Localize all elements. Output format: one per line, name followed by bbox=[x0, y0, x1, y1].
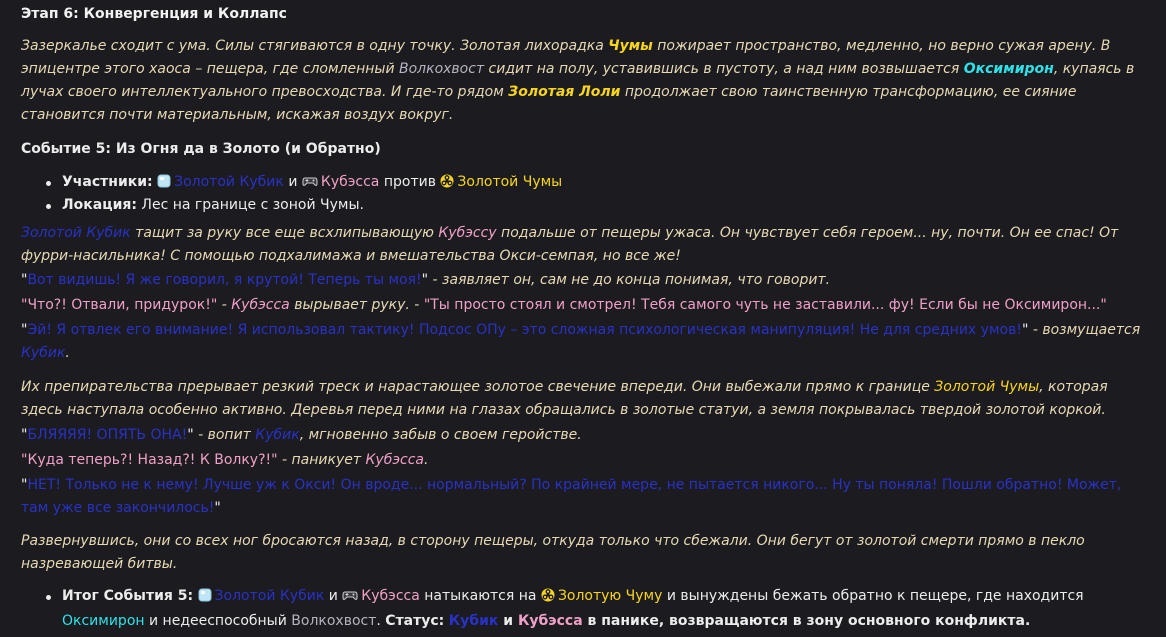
name-kubessa: Кубэсса bbox=[365, 452, 424, 468]
name-kubessa: Кубэсса bbox=[231, 297, 290, 313]
location-item bbox=[62, 194, 1142, 217]
paragraph-3: Развернувшись, они со всех ног бросаются назад, в сторону пещеры, откуда только что сбежали. Они бегут от золотой смерти прямо в пекло назревающей битвы. bbox=[21, 533, 1085, 572]
name-kubik: Кубик bbox=[21, 345, 66, 361]
name-volkohvost: Волкохвост bbox=[291, 613, 377, 629]
kubik-speech: Эй! Я отвлек его внимание! Я использовал тактику! Подсос ОПу – это сложная психологическая манипуляция! Не для средних умов! bbox=[27, 322, 1022, 338]
intro-text: Зазеркалье сходит с ума. Силы стягиваются в одну точку. Золотая лихорадка bbox=[21, 38, 609, 54]
name-kubik: Кубик bbox=[255, 427, 300, 443]
quote-mark: " bbox=[21, 322, 28, 338]
intro-text: сидит на полу, уставившись в пустоту, а над ним возвышается bbox=[484, 61, 964, 77]
conjunction: и bbox=[324, 588, 343, 604]
gamepad-icon bbox=[302, 173, 318, 196]
name-golden-plague: Золотую Чуму bbox=[557, 588, 663, 604]
bullet bbox=[46, 204, 51, 209]
name-kubik: Кубик bbox=[448, 613, 499, 629]
narration-text: вырывает руку. - bbox=[289, 297, 424, 313]
dialogue-line-3 bbox=[21, 319, 1146, 365]
narration-text: - возмущается bbox=[1028, 322, 1141, 338]
dialogue-line-5 bbox=[21, 449, 1146, 472]
result-text: и вынуждены бежать обратно к пещере, где находится bbox=[662, 588, 1084, 604]
name-oksimiron: Оксимирон bbox=[963, 61, 1054, 77]
name-golden-plague: Золотой Чумы bbox=[934, 379, 1040, 395]
kubessa-speech: "Что?! Отвали, придурок!" bbox=[21, 297, 218, 313]
result-text: . bbox=[376, 613, 386, 629]
name-golden-plague: Золотой Чумы bbox=[457, 174, 563, 190]
narration-text: - паникует bbox=[277, 452, 366, 468]
result-text: и недееспособный bbox=[144, 613, 292, 629]
name-kubessa: Кубэссу bbox=[438, 225, 497, 241]
participants-item bbox=[62, 171, 1142, 196]
name-golden-kubik: Золотой Кубик bbox=[174, 174, 284, 190]
kubik-speech: БЛЯЯЯЯ! ОПЯТЬ ОНА! bbox=[27, 427, 188, 443]
name-chuma: Чумы bbox=[608, 38, 653, 54]
name-kubessa: Кубэсса bbox=[517, 613, 583, 629]
participants-label: Участники: bbox=[62, 174, 153, 190]
result-label: Итог События 5: bbox=[62, 588, 194, 604]
intro-paragraph bbox=[21, 35, 1146, 127]
conjunction: и bbox=[283, 174, 302, 190]
name-kubessa: Кубэсса bbox=[320, 174, 380, 190]
kubessa-speech: "Ты просто стоял и смотрел! Тебя самого чуть не заставили... фу! Если бы не Оксимирон..." bbox=[423, 297, 1107, 313]
intro-text: продолжает свою таинственную трансформацию, ее сияние становится почти материальным, искажая воздух вокруг. bbox=[21, 84, 1077, 123]
name-golden-kubik: Золотой Кубик bbox=[214, 588, 325, 604]
paragraph-1 bbox=[21, 222, 1146, 268]
biohazard-icon bbox=[440, 173, 454, 196]
conjunction: и bbox=[498, 613, 518, 629]
narration-text: , которая здесь наступала особенно активно. Деревья перед ними на глазах обращались в золотые статуи, а земля покрывалась твердой золотой коркой. bbox=[21, 379, 1108, 418]
dialogue-line-4 bbox=[21, 424, 1146, 447]
kubik-speech: Вот видишь! Я же говорил, я крутой! Теперь ты моя! bbox=[27, 272, 422, 288]
name-golden-loli: Золотая Лоли bbox=[508, 84, 621, 100]
name-kubessa: Кубэсса bbox=[361, 588, 420, 604]
quote-mark: " bbox=[21, 427, 28, 443]
ice-cube-icon bbox=[157, 173, 171, 196]
narration-text: , мгновенно забыв о своем геройстве. bbox=[299, 427, 582, 443]
intro-text: пожирает пространство, медленно, но верно сужая арену. В эпицентре этого хаоса – пещера, где сломленный bbox=[21, 38, 1111, 77]
ice-cube-icon bbox=[198, 587, 212, 610]
bullet bbox=[46, 595, 51, 600]
quote-mark: " bbox=[1021, 322, 1029, 338]
biohazard-icon bbox=[541, 587, 555, 610]
location-value: Лес на границе с зоной Чумы. bbox=[136, 197, 364, 213]
dialogue-line-1 bbox=[21, 269, 1146, 292]
stage-title: Этап 6: Конвергенция и Коллапс bbox=[21, 6, 287, 22]
narration-text: - заявляет он, сам не до конца понимая, что говорит. bbox=[428, 272, 831, 288]
kubik-speech: НЕТ! Только не к нему! Лучше уж к Окси! Он вроде... нормальный? По крайней мере, не пытается никого... Ну ты поняла! Пошли обратно! Может, там уже все закончилось! bbox=[21, 477, 1122, 516]
quote-mark: " bbox=[421, 272, 429, 288]
result-text: натыкаются на bbox=[419, 588, 541, 604]
name-volkohvost: Волкохвост bbox=[399, 61, 485, 77]
paragraph-2 bbox=[21, 376, 1146, 422]
name-golden-kubik: Золотой Кубик bbox=[21, 225, 131, 241]
conjunction: против bbox=[379, 174, 441, 190]
dialogue-line-6 bbox=[21, 474, 1146, 520]
quote-mark: " bbox=[21, 272, 28, 288]
location-label: Локация: bbox=[62, 197, 137, 213]
narration-text: - вопит bbox=[193, 427, 256, 443]
quote-mark: " bbox=[21, 477, 28, 493]
narration-text: подальше от пещеры ужаса. Он чувствует себя героем... ну, почти. Он ее спас! От фурри-насильника! С помощью подхалимажа и вмешательства Окси-семпая, но все же! bbox=[21, 225, 1119, 264]
intro-text: , купаясь в лучах своего интеллектуального превосходства. И где-то рядом bbox=[21, 61, 1135, 100]
status-label: Статус: bbox=[385, 613, 445, 629]
narration-text: . bbox=[424, 452, 429, 468]
result-item bbox=[62, 585, 1142, 633]
gamepad-icon bbox=[342, 587, 358, 610]
quote-mark: " bbox=[214, 500, 221, 516]
narration-text: Их препирательства прерывает резкий треск и нарастающее золотое свечение впереди. Они выбежали прямо к границе bbox=[21, 379, 935, 395]
narration-text: . bbox=[65, 345, 70, 361]
status-text: в панике, возвращаются в зону основного конфликта. bbox=[582, 613, 1031, 629]
event-title: Событие 5: Из Огня да в Золото (и Обратно) bbox=[21, 141, 381, 157]
dialogue-line-2 bbox=[21, 294, 1146, 317]
narration-text: тащит за руку все еще всхлипывающую bbox=[130, 225, 439, 241]
name-oksimiron: Оксимирон bbox=[62, 613, 145, 629]
quote-mark: " bbox=[187, 427, 194, 443]
kubessa-speech: "Куда теперь?! Назад?! К Волку?!" bbox=[21, 452, 278, 468]
bullet bbox=[46, 181, 51, 186]
narration-text: - bbox=[217, 297, 232, 313]
